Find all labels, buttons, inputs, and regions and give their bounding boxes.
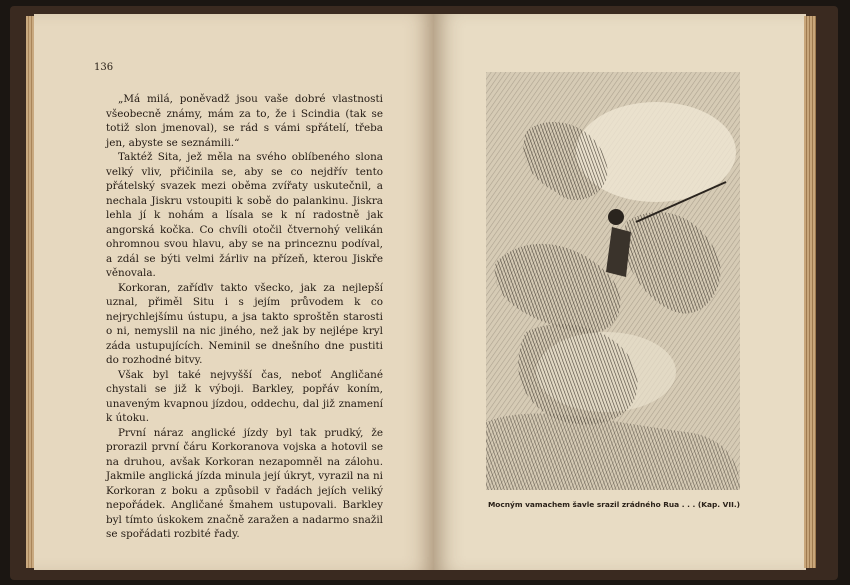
engraving-drawing [486, 72, 740, 490]
illustration-caption: Mocným vamachem šavle srazil zrádného Rua . . . (Kap. VII.) [487, 500, 741, 509]
paragraph: Taktéž Sita, jež měla na svého oblíbeného slona velký vliv, přičinila se, aby se co nejdřív tento přátelský svazek mezi oběma zvířaty uskutečnil, a nechala Jiskru vstoupiti k sobě do palankinu. Jiskra lehla jí k nohám a lísala se k ní radostně jak angorská kočka. Co chvíli otočil čtvernohý velikán ohromnou svou hlavu, aby se na princeznu podíval, a zdál se býti velmi žárliv na přízeň, kterou Jiskře věnovala. [106, 151, 383, 279]
right-page-edges [804, 16, 816, 568]
paragraph: Korkoran, zaříďiv takto všecko, jak za nejlepší uznal, přiměl Situ i s jejím průvodem k co nejrychlejšímu ústupu, a jsa takto sproštěn starosti o ni, nemyslil na nic jiného, než jak by nejlépe kryl záda ustupujících. Neminil se dnešního dne pustiti do rozhodné bitvy. [106, 281, 383, 366]
body-text [106, 92, 383, 542]
page-number: 136 [94, 62, 114, 73]
battle-engraving-image [486, 72, 740, 490]
paragraph: „Má milá, poněvadž jsou vaše dobré vlastnosti všeobecně známy, mám za to, že i Scindia (tak se totiž slon jmenoval), se rád s vámi spřátelí, třeba jen, abyste se seznámili.“ [106, 93, 383, 149]
paragraph: První náraz anglické jízdy byl tak prudký, že prorazil první čáru Korkoranova vojska a hotovil se na druhou, avšak Korkoran nezapomněl na zálohu. Jakmile anglická jízda minula její úkryt, vyrazil na ni Korkoran z boku a způsobil v řadách jejích veliký nepořádek. Angličané šmahem ustupovali. Barkley byl tímto úskokem značně zaražen a nadarmo snažil se spořádati rozbité řady. [106, 426, 383, 540]
paragraph: Však byl také nejvyšší čas, neboť Angličané chystali se již k výboji. Barkley, popřáv koním, unaveným kvapnou jízdou, oddechu, dal již znamení k útoku. [106, 368, 383, 424]
